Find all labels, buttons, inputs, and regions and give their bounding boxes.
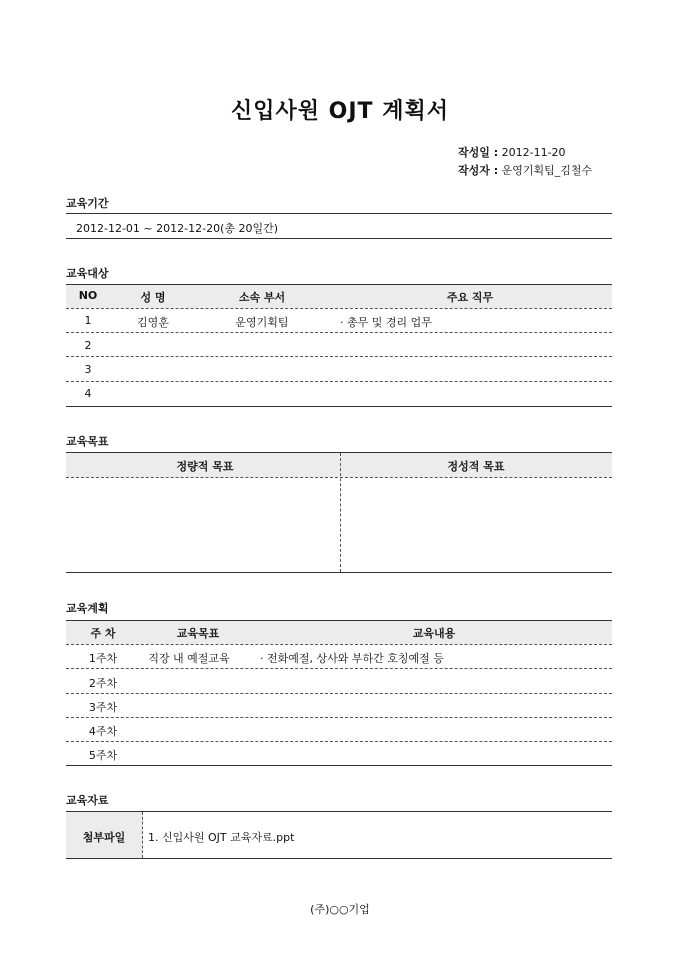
- plan-top-rule: [66, 620, 612, 621]
- plan-header-goal: 교육목표: [176, 627, 220, 640]
- attachment-label: 첨부파일: [82, 831, 126, 844]
- materials-top-rule: [66, 811, 612, 812]
- period-section-label: 교육기간: [66, 197, 109, 210]
- attachment-file-link[interactable]: 1. 신입사원 OJT 교육자료.ppt: [148, 831, 295, 844]
- targets-section-label: 교육대상: [66, 267, 109, 280]
- targets-header-name: 성 명: [140, 291, 166, 304]
- plan-row-rule: [66, 717, 612, 718]
- goals-header-bg: [66, 452, 612, 477]
- targets-header-dept: 소속 부서: [238, 291, 286, 304]
- targets-row-2-no: 2: [84, 339, 92, 352]
- period-top-rule: [66, 213, 612, 214]
- targets-row-3-no: 3: [84, 363, 92, 376]
- plan-row-1-goal: 직장 내 예절교육: [148, 652, 230, 665]
- meta-date-label: 작성일 :: [458, 146, 499, 159]
- targets-row-1-name: 김영훈: [137, 316, 169, 329]
- meta-date-value: 2012-11-20: [501, 146, 566, 159]
- targets-header-duty: 주요 직무: [446, 291, 494, 304]
- targets-row-rule: [66, 332, 612, 333]
- attachment-divider: [142, 812, 143, 858]
- goals-bottom-rule: [66, 572, 612, 573]
- targets-header-rule: [66, 308, 612, 309]
- goals-header-quantitative: 정량적 목표: [176, 460, 234, 473]
- plan-row-4-week: 4주차: [88, 725, 118, 738]
- meta-author-label: 작성자 :: [458, 164, 499, 177]
- plan-bottom-rule: [66, 765, 612, 766]
- targets-row-rule: [66, 356, 612, 357]
- period-value: 2012-12-01 ~ 2012-12-20(총 20일간): [76, 222, 279, 235]
- goals-header-rule: [66, 477, 612, 478]
- goals-header-qualitative: 정성적 목표: [447, 460, 505, 473]
- materials-section-label: 교육자료: [66, 794, 109, 807]
- plan-row-3-week: 3주차: [88, 701, 118, 714]
- materials-bottom-rule: [66, 858, 612, 859]
- plan-header-rule: [66, 644, 612, 645]
- goals-column-divider: [340, 453, 341, 572]
- targets-row-1-dept: 운영기획팀: [235, 316, 289, 329]
- document-title: 신입사원 OJT 계획서: [231, 99, 449, 124]
- period-bottom-rule: [66, 238, 612, 239]
- plan-row-2-week: 2주차: [88, 677, 118, 690]
- meta-author: [458, 162, 592, 178]
- goals-top-rule: [66, 452, 612, 453]
- meta-date: [458, 144, 566, 160]
- plan-section-label: 교육계획: [66, 602, 109, 615]
- plan-header-content: 교육내용: [412, 627, 456, 640]
- targets-row-1-no: 1: [84, 314, 92, 327]
- plan-header-week: 주 차: [90, 627, 116, 640]
- goals-section-label: 교육목표: [66, 435, 109, 448]
- targets-bottom-rule: [66, 406, 612, 407]
- plan-row-rule: [66, 693, 612, 694]
- targets-top-rule: [66, 284, 612, 285]
- plan-row-1-content: · 전화예절, 상사와 부하간 호칭예절 등: [260, 652, 444, 665]
- targets-row-1-duty: · 총무 및 경리 업무: [340, 316, 432, 329]
- meta-author-value: 운영기획팀_김철수: [501, 164, 593, 177]
- plan-row-rule: [66, 668, 612, 669]
- plan-row-5-week: 5주차: [88, 749, 118, 762]
- plan-header-bg: [66, 620, 612, 644]
- company-footer: (주)○○기업: [310, 903, 370, 916]
- plan-row-1-week: 1주차: [88, 652, 118, 665]
- targets-row-4-no: 4: [84, 387, 92, 400]
- targets-header-no: NO: [78, 289, 98, 302]
- plan-row-rule: [66, 741, 612, 742]
- targets-row-rule: [66, 381, 612, 382]
